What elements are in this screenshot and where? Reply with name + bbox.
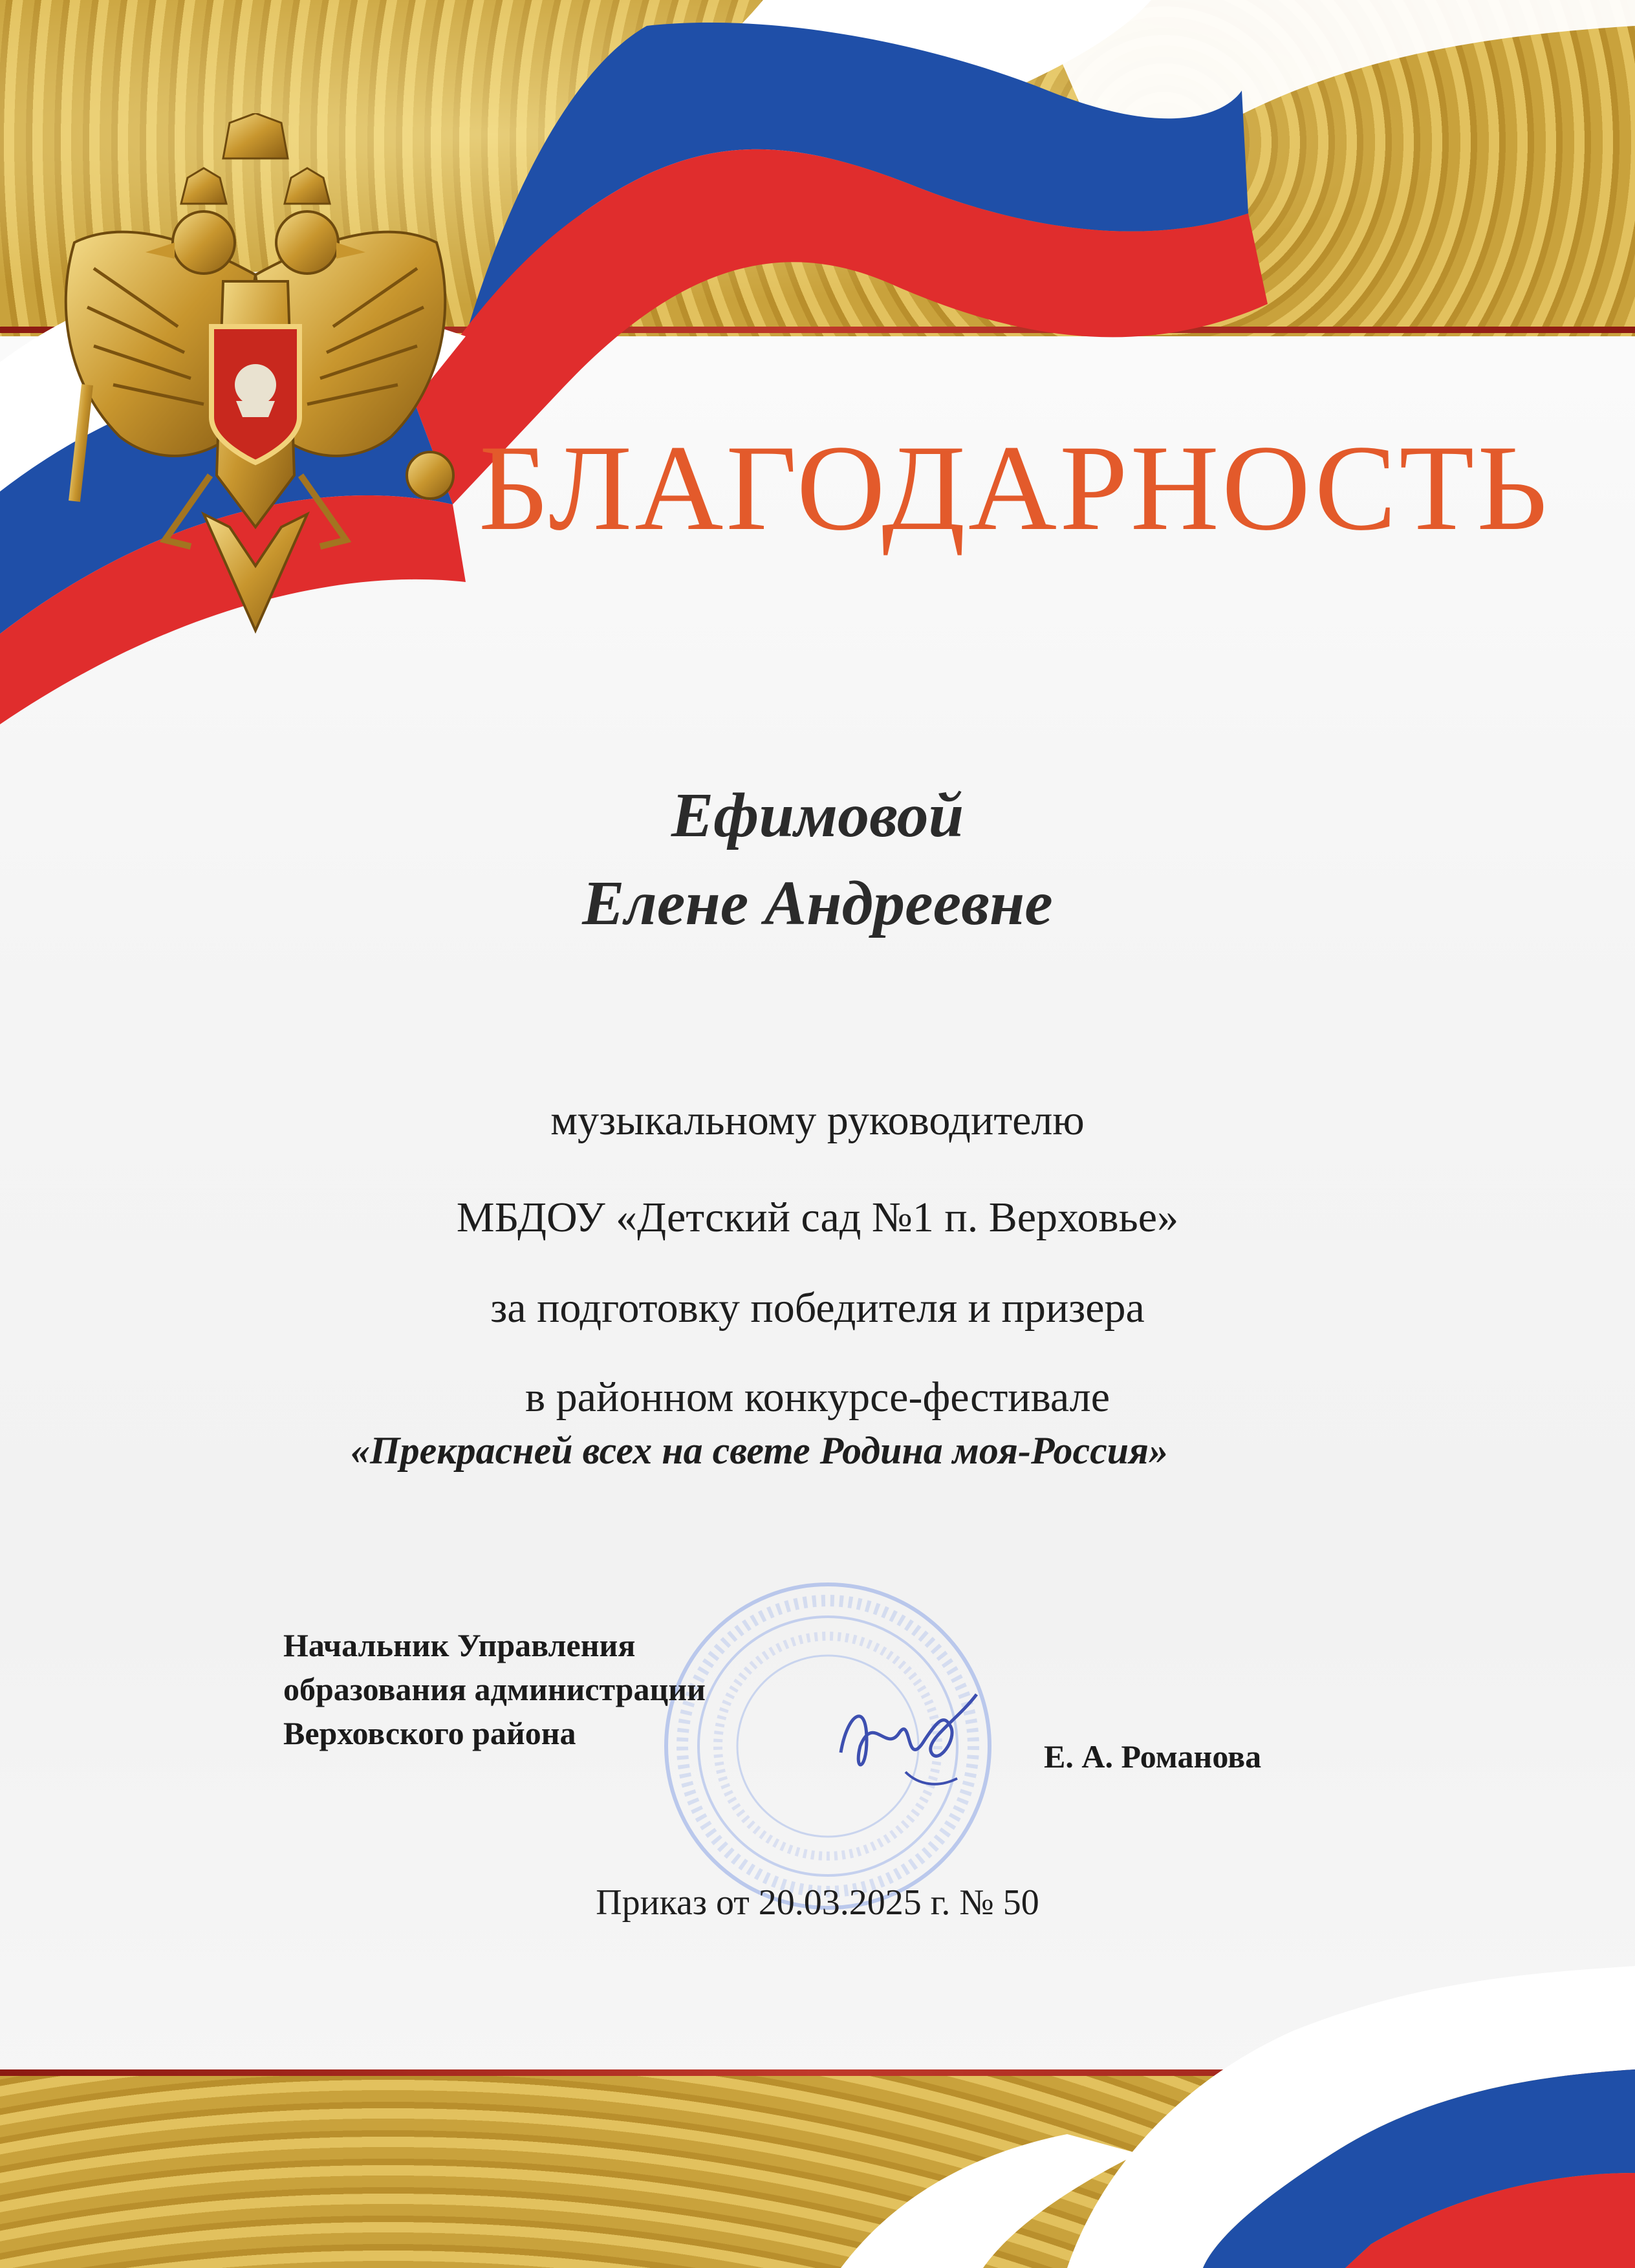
body-line-organization: МБДОУ «Детский сад №1 п. Верховье» — [456, 1194, 1179, 1241]
handwritten-signature — [828, 1675, 990, 1798]
body-line-position: музыкальному руководителю — [550, 1097, 1085, 1144]
bottom-flag-ribbon — [841, 1966, 1635, 2268]
recipient-surname: Ефимовой — [671, 781, 964, 850]
order-reference: Приказ от 20.03.2025 г. № 50 — [596, 1883, 1039, 1923]
body-line-reason: за подготовку победителя и призера — [490, 1284, 1145, 1332]
recipient-given-names: Елене Андреевне — [582, 869, 1053, 938]
coat-of-arms-icon — [49, 113, 462, 643]
signer-position — [283, 1623, 706, 1755]
body-line-event-name: «Прекрасней всех на свете Родина моя-Россия» — [350, 1429, 1169, 1472]
signer-position-line: Верховского района — [283, 1715, 576, 1751]
signer-position-line: Начальник Управления — [283, 1627, 636, 1663]
signer-name: Е. А. Романова — [1044, 1738, 1262, 1775]
document-title: БЛАГОДАРНОСТЬ — [479, 420, 1550, 556]
signer-position-line: образования администрации — [283, 1671, 706, 1707]
body-line-event: в районном конкурсе-фестивале — [525, 1374, 1110, 1421]
